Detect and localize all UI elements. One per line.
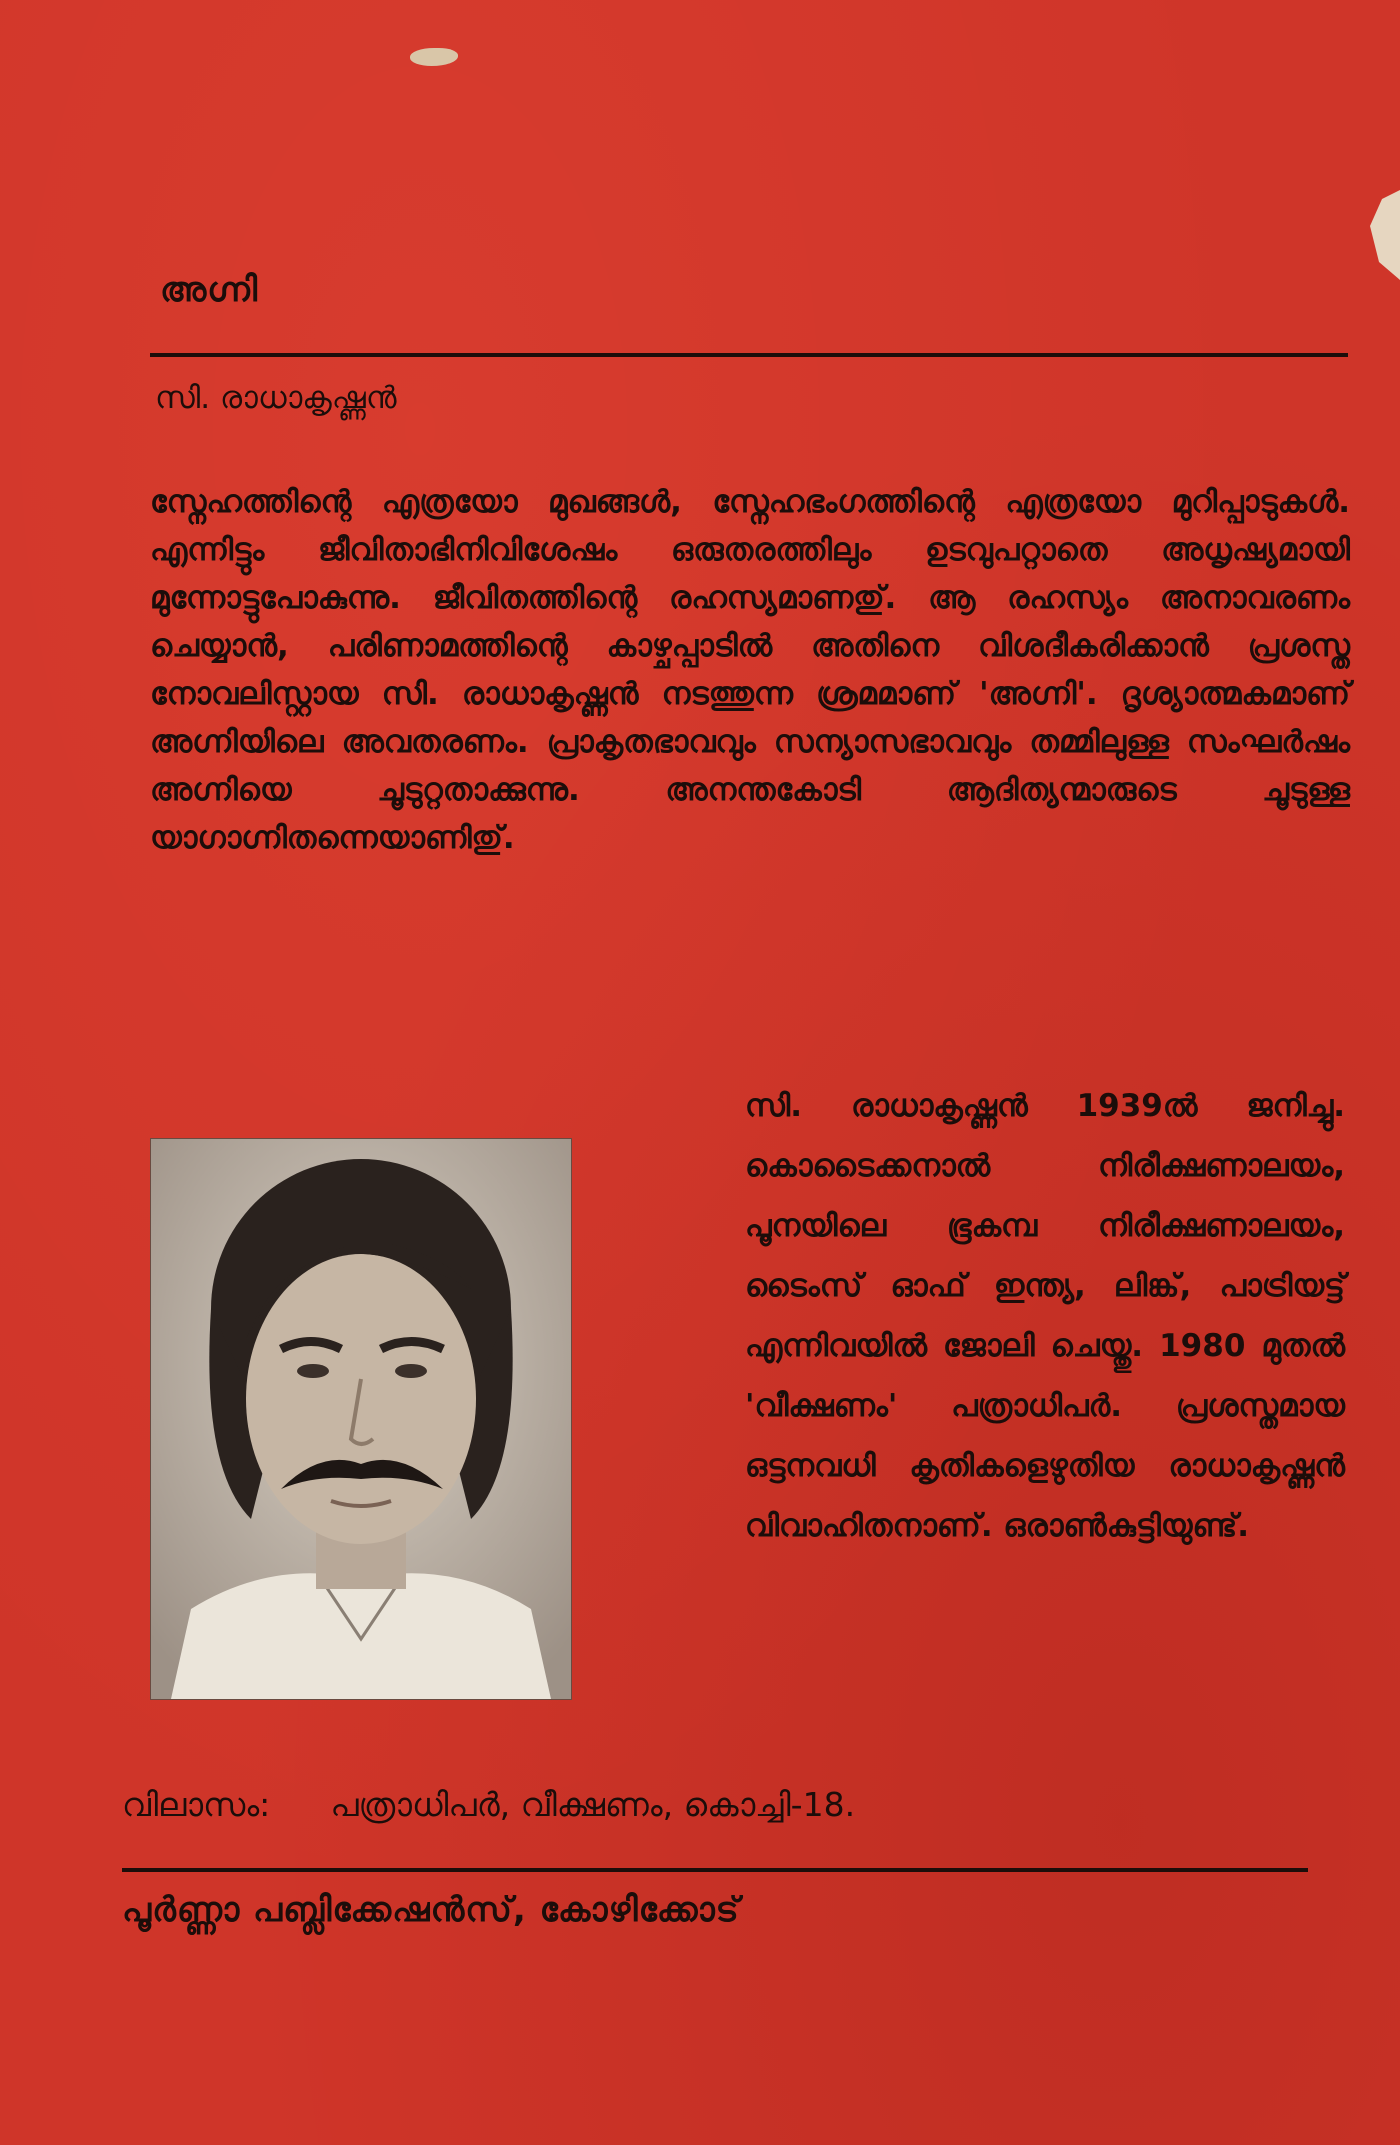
torn-corner — [1370, 190, 1400, 280]
paper-stain — [410, 48, 458, 66]
author-portrait-icon — [151, 1139, 571, 1699]
book-title: അഗ്നി — [160, 270, 259, 310]
publisher-name: പൂർണ്ണാ പബ്ലിക്കേഷൻസ്, കോഴിക്കോട് — [122, 1890, 740, 1930]
title-divider — [150, 353, 1348, 357]
author-photo — [150, 1138, 572, 1700]
author-name: സി. രാധാകൃഷ്ണൻ — [155, 380, 397, 416]
address-line — [122, 1785, 855, 1825]
address-value: പത്രാധിപർ, വീക്ഷണം, കൊച്ചി-18. — [330, 1785, 856, 1824]
publisher-divider — [122, 1868, 1308, 1872]
book-blurb: സ്നേഹത്തിന്റെ എത്രയോ മുഖങ്ങൾ, സ്നേഹഭംഗത്തിന്റെ എത്രയോ മുറിപ്പാടുകൾ. എന്നിട്ടും ജീവിതാഭിനിവിശേഷം ഒരുതരത്തിലും ഉടവുപറ്റാതെ അധൃഷ്യമായി മുന്നോട്ടുപോകുന്നു. ജീവിതത്തിന്റെ രഹസ്യമാണതു്. ആ രഹസ്യം അനാവരണം ചെയ്യാൻ, പരിണാമത്തിന്റെ കാഴ്ചപ്പാടിൽ അതിനെ വിശദീകരിക്കാൻ പ്രശസ്ത നോവലിസ്റ്റായ സി. രാധാകൃഷ്ണൻ നടത്തുന്ന ശ്രമമാണ് 'അഗ്നി'. ദൃശ്യാത്മകമാണ് അഗ്നിയിലെ അവതരണം. പ്രാകൃതഭാവവും സന്യാസഭാവവും തമ്മിലുള്ള സംഘർഷം അഗ്നിയെ ചൂടുറ്റതാക്കുന്നു. അനന്തകോടി ആദിത്യന്മാരുടെ ചൂടുള്ള യാഗാഗ്നിതന്നെയാണിതു്. — [150, 484, 1350, 856]
author-bio: സി. രാധാകൃഷ്ണൻ 1939ൽ ജനിച്ചു. കൊടൈക്കനാൽ നിരീക്ഷണാലയം, പൂനയിലെ ഭൂകമ്പ നിരീക്ഷണാലയം, ടൈംസ് ഓഫ് ഇന്ത്യ, ലിങ്ക്, പാട്രിയട്ട് എന്നിവയിൽ ജോലി ചെയ്തു. 1980 മുതൽ 'വീക്ഷണം' പത്രാധിപർ. പ്രശസ്തമായ ഒട്ടനവധി കൃതികളെഴുതിയ രാധാകൃഷ്ണൻ വിവാഹിതനാണ്. ഒരാൺകുട്ടിയുണ്ട്. — [745, 1088, 1345, 1544]
address-label: വിലാസം: — [122, 1785, 271, 1824]
